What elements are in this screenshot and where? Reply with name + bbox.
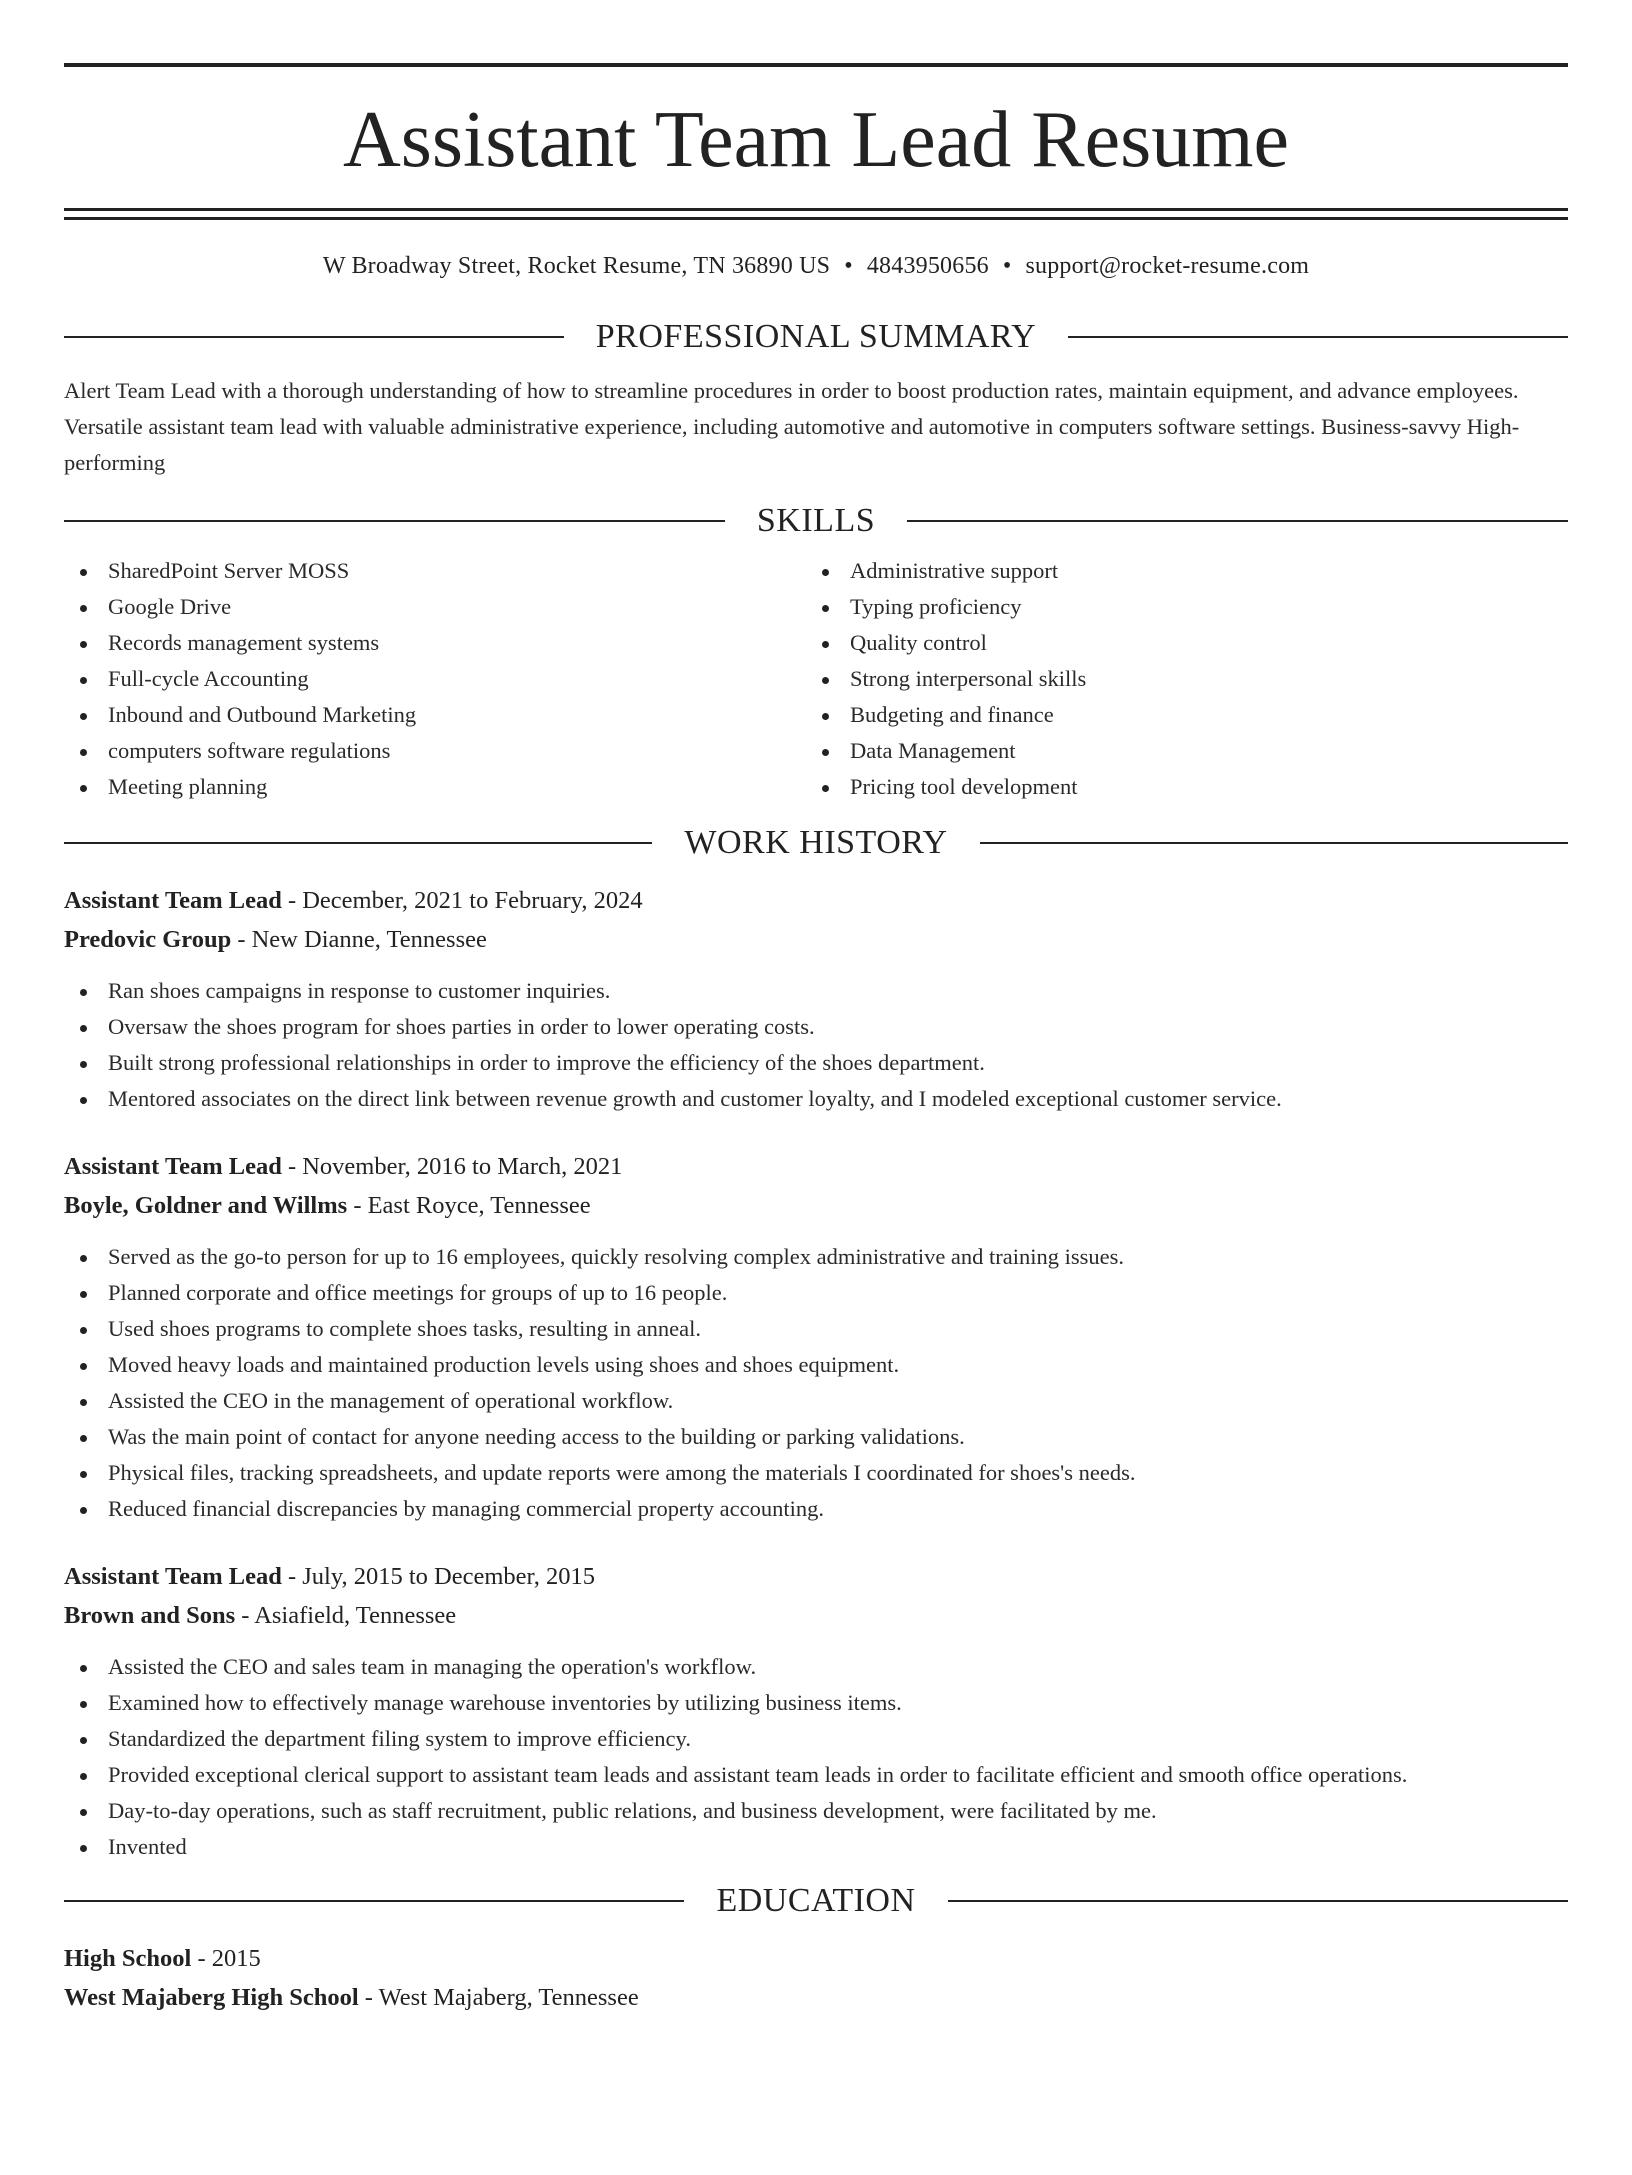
job-role-line <box>64 1147 1568 1186</box>
skill-item: Administrative support <box>806 553 1548 589</box>
job-bullet: Examined how to effectively manage warehouse inventories by utilizing business items. <box>64 1685 1568 1721</box>
job-bullet: Assisted the CEO in the management of operational workflow. <box>64 1383 1568 1419</box>
contact-separator: • <box>1002 253 1012 279</box>
section-title-summary <box>64 317 1568 357</box>
title-double-rule <box>64 208 1568 220</box>
skill-item: Google Drive <box>64 589 806 625</box>
skills-list <box>64 553 1568 805</box>
education-year: - 2015 <box>191 1945 261 1972</box>
skills-column-left <box>64 553 806 805</box>
job-bullet: Standardized the department filing system to improve efficiency. <box>64 1721 1568 1757</box>
job-bullet: Planned corporate and office meetings for groups of up to 16 people. <box>64 1275 1568 1311</box>
skill-item: Meeting planning <box>64 769 806 805</box>
job-role: Assistant Team Lead <box>64 1563 282 1590</box>
contact-separator: • <box>844 253 853 279</box>
skills-column-right <box>806 553 1548 805</box>
skill-item: Data Management <box>806 733 1548 769</box>
skill-item: Budgeting and finance <box>806 697 1548 733</box>
job-dates: - July, 2015 to December, 2015 <box>281 1563 595 1590</box>
skill-item: computers software regulations <box>64 733 806 769</box>
education-degree: High School <box>64 1945 192 1972</box>
section-title-skills-label: SKILLS <box>756 502 876 539</box>
job-company: Predovic Group <box>64 926 232 953</box>
job-bullet: Ran shoes campaigns in response to customer inquiries. <box>64 973 1568 1009</box>
contact-line <box>64 250 1568 282</box>
job-entry <box>64 1147 1568 1527</box>
education-degree-line <box>64 1939 1568 1978</box>
education-location: - West Majaberg, Tennessee <box>358 1984 639 2011</box>
job-role-line <box>64 881 1568 920</box>
job-dates: - November, 2016 to March, 2021 <box>281 1153 623 1180</box>
section-title-skills <box>64 501 1568 541</box>
contact-phone: 4843950656 <box>866 253 989 279</box>
job-company: Boyle, Goldner and Willms <box>64 1192 348 1219</box>
skill-item: Typing proficiency <box>806 589 1548 625</box>
job-entry <box>64 881 1568 1117</box>
job-location: - Asiafield, Tennessee <box>235 1602 457 1629</box>
skill-item: Quality control <box>806 625 1548 661</box>
job-bullet: Used shoes programs to complete shoes tasks, resulting in anneal. <box>64 1311 1568 1347</box>
section-title-work-label: WORK HISTORY <box>684 824 948 861</box>
job-bullet: Oversaw the shoes program for shoes parties in order to lower operating costs. <box>64 1009 1568 1045</box>
skill-item: SharedPoint Server MOSS <box>64 553 806 589</box>
contact-address: W Broadway Street, Rocket Resume, TN 36890 US <box>322 253 831 279</box>
education-school: West Majaberg High School <box>64 1984 359 2011</box>
skill-item: Records management systems <box>64 625 806 661</box>
section-title-work <box>64 823 1568 863</box>
section-title-education <box>64 1881 1568 1921</box>
job-role: Assistant Team Lead <box>64 887 282 914</box>
job-bullet: Mentored associates on the direct link between revenue growth and customer loyalty, and I modeled exceptional customer service. <box>64 1081 1568 1117</box>
job-bullet: Physical files, tracking spreadsheets, and update reports were among the materials I coordinated for shoes's needs. <box>64 1455 1568 1491</box>
job-bullet: Assisted the CEO and sales team in managing the operation's workflow. <box>64 1649 1568 1685</box>
job-bullet: Served as the go-to person for up to 16 employees, quickly resolving complex administrative and training issues. <box>64 1239 1568 1275</box>
summary-text: Alert Team Lead with a thorough understanding of how to streamline procedures in order to boost production rates, maintain equipment, and advance employees. Versatile assistant team lead with valuable administrative experience, including automotive and automotive in computers software settings. Business-savvy High-performing <box>64 378 1520 475</box>
job-bullet: Provided exceptional clerical support to assistant team leads and assistant team leads in order to facilitate efficient and smooth office operations. <box>64 1757 1568 1793</box>
job-bullet: Moved heavy loads and maintained production levels using shoes and shoes equipment. <box>64 1347 1568 1383</box>
job-company: Brown and Sons <box>64 1602 236 1629</box>
skill-item: Strong interpersonal skills <box>806 661 1548 697</box>
job-bullet: Reduced financial discrepancies by managing commercial property accounting. <box>64 1491 1568 1527</box>
job-entry <box>64 1557 1568 1865</box>
section-title-summary-label: PROFESSIONAL SUMMARY <box>595 318 1037 355</box>
job-bullets <box>64 973 1568 1117</box>
skill-item: Inbound and Outbound Marketing <box>64 697 806 733</box>
job-dates: - December, 2021 to February, 2024 <box>281 887 643 914</box>
job-company-line <box>64 1186 1568 1225</box>
top-rule <box>64 63 1568 67</box>
contact-email: support@rocket-resume.com <box>1025 253 1310 279</box>
job-bullet: Invented <box>64 1829 1568 1865</box>
job-location: - New Dianne, Tennessee <box>231 926 487 953</box>
job-bullets <box>64 1649 1568 1865</box>
job-location: - East Royce, Tennessee <box>347 1192 591 1219</box>
job-role: Assistant Team Lead <box>64 1153 282 1180</box>
job-company-line <box>64 920 1568 959</box>
job-bullet: Built strong professional relationships in order to improve the efficiency of the shoes department. <box>64 1045 1568 1081</box>
resume-title: Assistant Team Lead Resume <box>342 96 1290 184</box>
section-title-education-label: EDUCATION <box>716 1882 916 1919</box>
resume-page <box>0 63 1632 2175</box>
education-entry <box>64 1939 1568 2017</box>
job-bullets <box>64 1239 1568 1527</box>
job-bullet: Day-to-day operations, such as staff recruitment, public relations, and business development, were facilitated by me. <box>64 1793 1568 1829</box>
job-company-line <box>64 1596 1568 1635</box>
skill-item: Pricing tool development <box>806 769 1548 805</box>
education-school-line <box>64 1978 1568 2017</box>
skill-item: Full-cycle Accounting <box>64 661 806 697</box>
job-bullet: Was the main point of contact for anyone needing access to the building or parking validations. <box>64 1419 1568 1455</box>
job-role-line <box>64 1557 1568 1596</box>
